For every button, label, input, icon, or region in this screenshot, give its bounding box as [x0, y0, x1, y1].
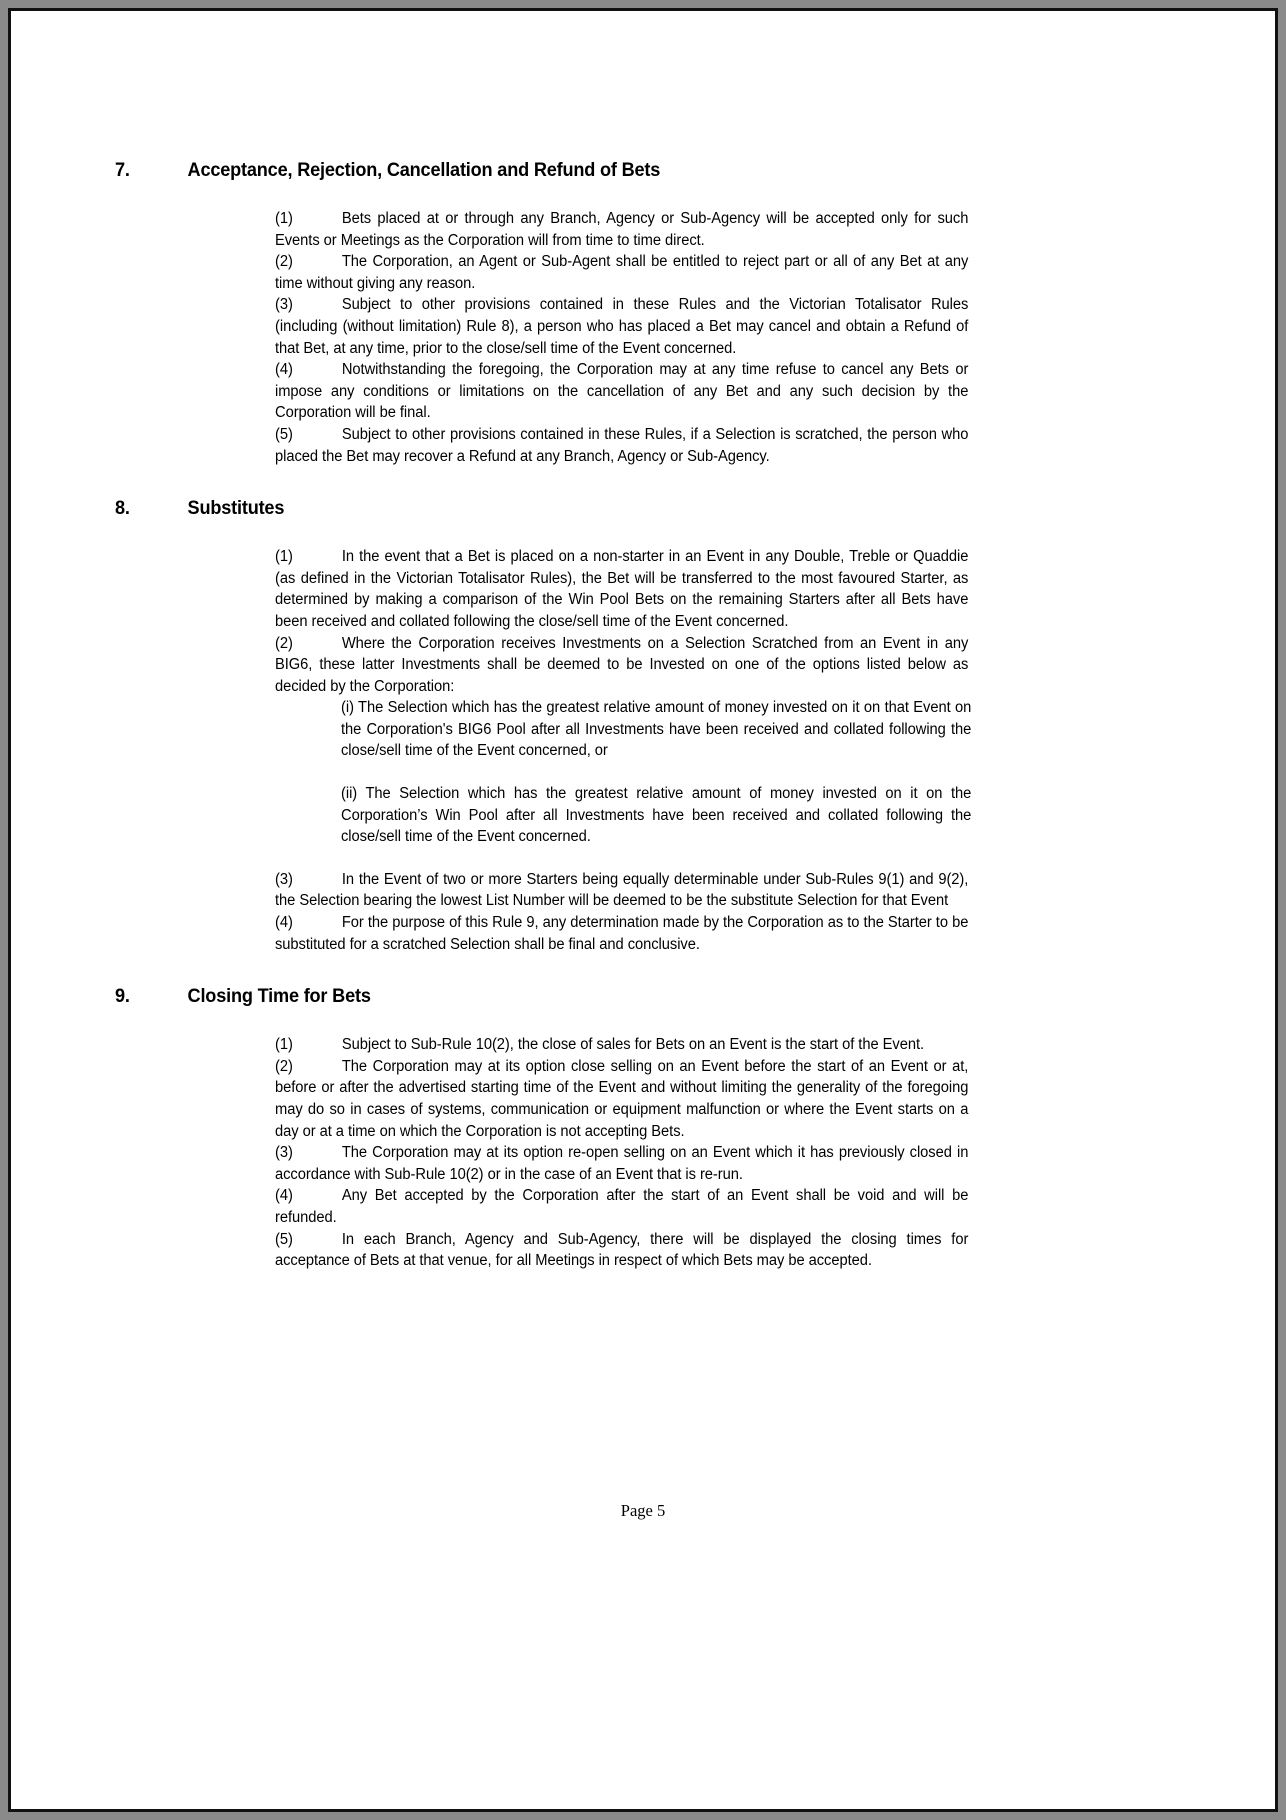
- clause-7-2: [275, 251, 968, 294]
- section-8-body: [275, 546, 1001, 955]
- clause-text: The Corporation may at its option re-open selling on an Event which it has previously closed in accordance with Sub-Rule 10(2) or in the case of an Event that is re-run.: [275, 1144, 969, 1183]
- spacer: [275, 848, 1001, 869]
- section-number: 9.: [115, 985, 130, 1008]
- clause-7-3: [275, 294, 968, 359]
- clause-9-3: [275, 1142, 968, 1185]
- clause-9-2: [275, 1056, 968, 1142]
- clause-label: (2): [275, 1057, 293, 1075]
- section-number: 7.: [115, 159, 130, 181]
- clause-text: The Corporation, an Agent or Sub-Agent shall be entitled to reject part or all of any Bet at any time without giving any reason.: [275, 253, 969, 292]
- clause-text: Subject to other provisions contained in these Rules and the Victorian Totalisator Rules (including (without limitation) Rule 8), a person who has placed a Bet may cancel and obtain a Refund of that Bet, at any time, prior to the close/sell time of the Event concerned.: [275, 296, 969, 357]
- clause-label: (1): [275, 1036, 293, 1054]
- clause-text: In the event that a Bet is placed on a non-starter in an Event in any Double, Treble or Quaddie (as defined in the Victorian Totalisator Rules), the Bet will be transferred to the most favoured Starter, as determined by making a comparison of the Win Pool Bets on the remaining Starters after all Bets have been received and collated following the close/sell time of the Event concerned.: [275, 548, 969, 630]
- clause-text: For the purpose of this Rule 9, any determination made by the Corporation as to the Starter to be substituted for a scratched Selection shall be final and conclusive.: [275, 914, 969, 953]
- clause-label: (3): [275, 1144, 293, 1162]
- clause-text: Notwithstanding the foregoing, the Corporation may at any time refuse to cancel any Bets or impose any conditions or limitations on the cancellation of any Bet and any such decision by the Corporation will be final.: [275, 361, 969, 422]
- clause-text: The Corporation may at its option close selling on an Event before the start of an Event or at, before or after the advertised starting time of the Event and without limiting the generality of the foregoing may do so in cases of systems, communication or equipment malfunction or where the Event starts on a day or at a time on which the Corporation is not accepting Bets.: [275, 1057, 969, 1140]
- clause-label: (5): [275, 425, 293, 443]
- spacer: [115, 955, 1001, 985]
- clause-label: (1): [275, 548, 293, 566]
- clause-text: Any Bet accepted by the Corporation after the start of an Event shall be void and will be refunded.: [275, 1187, 969, 1226]
- section-heading-8: [115, 497, 939, 520]
- clause-label: (5): [275, 1230, 293, 1248]
- clause-label: (4): [275, 1187, 293, 1205]
- clause-label: (3): [275, 870, 293, 888]
- clause-label: (1): [275, 210, 293, 227]
- page-footer: Page 5: [620, 1501, 666, 1520]
- clause-8-3: [275, 869, 968, 912]
- clause-text: Subject to other provisions contained in these Rules, if a Selection is scratched, the person who placed the Bet may recover a Refund at any Branch, Agency or Sub-Agency.: [275, 425, 969, 465]
- clause-label: (3): [275, 296, 293, 314]
- clause-text: Where the Corporation receives Investments on a Selection Scratched from an Event in any BIG6, these latter Investments shall be deemed to be Invested on one of the options listed below as decided by the Corporation:: [275, 634, 969, 695]
- clause-7-1: [275, 208, 968, 251]
- clause-8-4: [275, 912, 968, 955]
- section-title: Acceptance, Rejection, Cancellation and Refund of Bets: [187, 159, 661, 181]
- section-number: 8.: [115, 497, 130, 520]
- clause-text: Subject to Sub-Rule 10(2), the close of sales for Bets on an Event is the start of the Event.: [341, 1036, 925, 1054]
- clause-7-4: [275, 359, 968, 424]
- clause-9-4: [275, 1185, 968, 1228]
- spacer: [275, 762, 1001, 783]
- section-9-body: [275, 1034, 1001, 1272]
- clause-8-1: [275, 546, 968, 632]
- clause-9-5: [275, 1229, 968, 1272]
- section-7-body: [275, 208, 1001, 467]
- section-title: Closing Time for Bets: [187, 985, 371, 1008]
- clause-7-5: [275, 424, 968, 467]
- subitem-8-2-ii: (ii) The Selection which has the greatest relative amount of money invested on it on the Corporation’s Win Pool after all Investments have been received and collated following the close/sell time of the Event concerned.: [341, 785, 972, 846]
- clause-text: In the Event of two or more Starters being equally determinable under Sub-Rules 9(1) and 9(2), the Selection bearing the lowest List Number will be deemed to be the substitute Selection for that Event: [275, 870, 969, 910]
- section-heading-9: [115, 985, 939, 1008]
- spacer: [115, 182, 1001, 208]
- clause-8-2: [275, 633, 968, 698]
- clause-text: In each Branch, Agency and Sub-Agency, there will be displayed the closing times for acceptance of Bets at that venue, for all Meetings in respect of which Bets may be accepted.: [275, 1230, 969, 1270]
- spacer: [115, 1008, 1001, 1034]
- document-page-frame: [8, 8, 1278, 1812]
- document-page: [11, 11, 1275, 1809]
- clause-label: (2): [275, 253, 293, 271]
- document-content: [115, 159, 1001, 1272]
- clause-label: (4): [275, 361, 293, 379]
- subitem-8-2-i: (i) The Selection which has the greatest relative amount of money invested on it on that Event on the Corporation's BIG6 Pool after all Investments have been received and collated following the close/sell time of the Event concerned, or: [341, 699, 972, 760]
- section-title: Substitutes: [187, 497, 285, 520]
- clause-text: Bets placed at or through any Branch, Agency or Sub-Agency will be accepted only for such Events or Meetings as the Corporation will from time to time direct.: [275, 210, 969, 249]
- clause-label: (2): [275, 634, 293, 652]
- clause-label: (4): [275, 914, 293, 932]
- clause-9-1: [275, 1034, 968, 1056]
- spacer: [115, 520, 1001, 546]
- section-heading-7: [115, 159, 939, 182]
- spacer: [115, 467, 1001, 497]
